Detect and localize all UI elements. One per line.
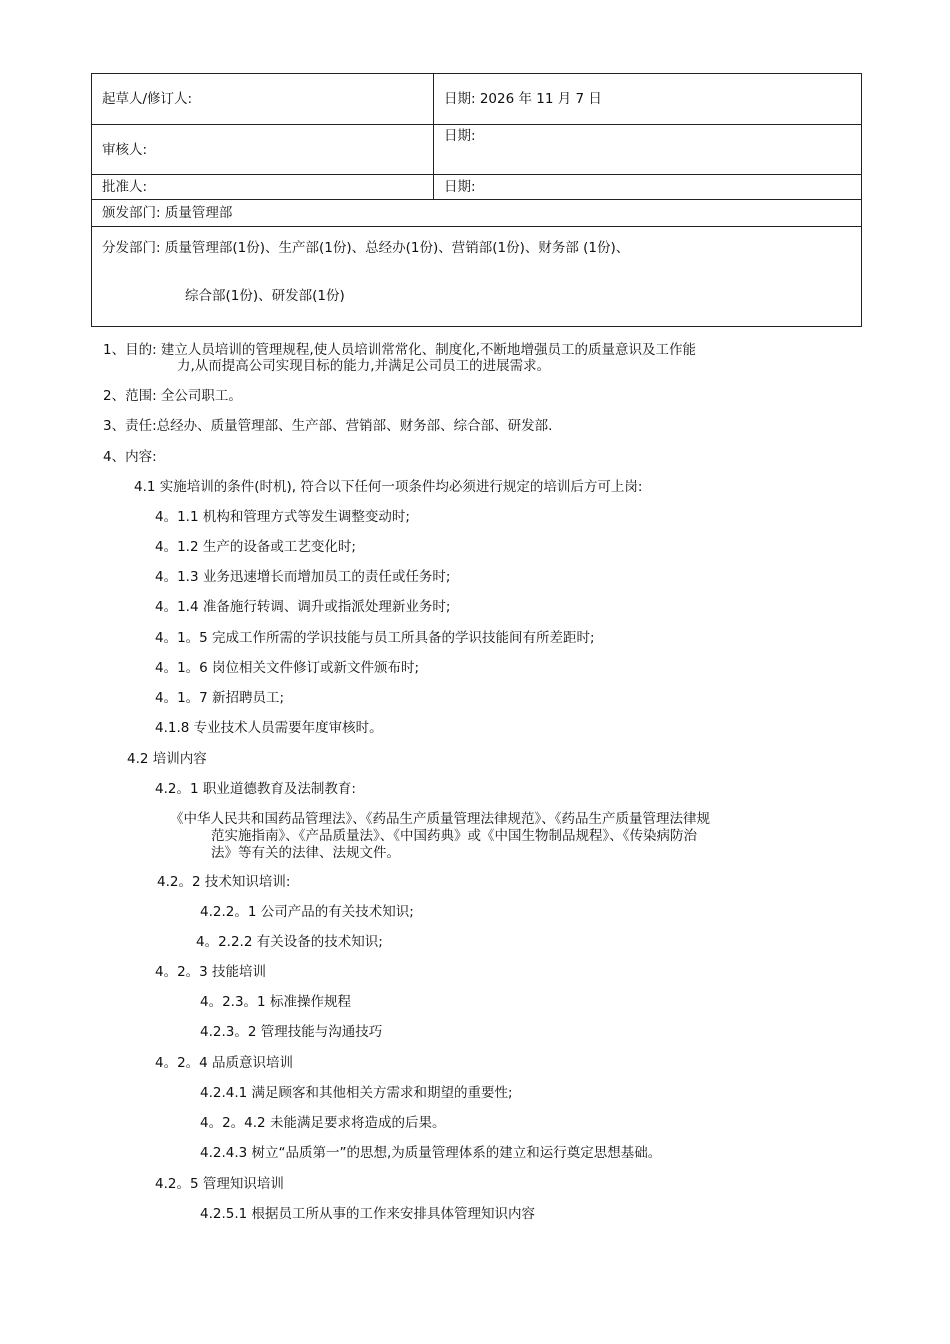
section-4-1-5: 4。1。5 完成工作所需的学识技能与员工所具备的学识技能间有所差距时; — [155, 630, 595, 646]
issuing-dept-row — [92, 200, 862, 227]
section-4-2-1-text-line-3: 法》等有关的法律、法规文件。 — [211, 845, 400, 861]
section-4-2-3: 4。2。3 技能培训 — [155, 964, 267, 980]
date-label-1: 日期: 2026 年 11 月 7 日 — [434, 74, 862, 125]
section-4-1-6: 4。1。6 岗位相关文件修订或新文件颁布时; — [155, 660, 420, 676]
section-4-1-8: 4.1.8 专业技术人员需要年度审核时。 — [155, 720, 383, 736]
distribution-line-1: 分发部门: 质量管理部(1份)、生产部(1份)、总经办(1份)、营销部(1份)、财务部 (1份)、 — [102, 240, 630, 256]
section-1-line-2: 力,从而提高公司实现目标的能力,并满足公司员工的进展需求。 — [177, 358, 551, 374]
section-4: 4、内容: — [103, 449, 157, 465]
section-4-1-1: 4。1.1 机构和管理方式等发生调整变动时; — [155, 509, 410, 525]
distribution-cell — [92, 227, 862, 327]
approval-header-table — [91, 73, 862, 327]
issuing-dept: 颁发部门: 质量管理部 — [92, 200, 862, 227]
section-4-2-1-text-line-2: 范实施指南》、《产品质量法》、《中国药典》或《中国生物制品规程》、《传染病防治 — [211, 828, 697, 844]
section-4-1-3: 4。1.3 业务迅速增长而增加员工的责任或任务时; — [155, 569, 451, 585]
section-4-2-1-text-line-1: 《中华人民共和国药品管理法》、《药品生产质量管理法律规范》、《药品生产质量管理法律规 — [170, 811, 710, 827]
section-4-2-5: 4.2。5 管理知识培训 — [155, 1176, 284, 1192]
section-4-2-4-3: 4.2.4.3 树立“品质第一”的思想,为质量管理体系的建立和运行奠定思想基础。 — [200, 1145, 662, 1161]
section-4-2-2-1: 4.2.2。1 公司产品的有关技术知识; — [200, 904, 414, 920]
distribution-row — [92, 227, 862, 327]
section-4-2-2: 4.2。2 技术知识培训: — [157, 874, 291, 890]
section-4-1-4: 4。1.4 准备施行转调、调升或指派处理新业务时; — [155, 599, 451, 615]
section-4-1-7: 4。1。7 新招聘员工; — [155, 690, 285, 706]
section-4-2-4: 4。2。4 品质意识培训 — [155, 1055, 294, 1071]
approver-label: 批准人: — [92, 175, 434, 200]
date-label-3: 日期: — [434, 175, 862, 200]
section-4-1-2: 4。1.2 生产的设备或工艺变化时; — [155, 539, 356, 555]
section-4-2-3-1: 4。2.3。1 标准操作规程 — [200, 994, 351, 1010]
section-2: 2、范围: 全公司职工。 — [103, 388, 242, 404]
section-4-2-4-1: 4.2.4.1 满足顾客和其他相关方需求和期望的重要性; — [200, 1085, 513, 1101]
section-4-2-3-2: 4.2.3。2 管理技能与沟通技巧 — [200, 1024, 383, 1040]
drafter-row — [92, 74, 862, 125]
section-1-line-1: 1、目的: 建立人员培训的管理规程,使人员培训常常化、制度化,不断地增强员工的质量意识及工作能 — [103, 342, 697, 358]
reviewer-label: 审核人: — [92, 125, 434, 175]
distribution-line-2: 综合部(1份)、研发部(1份) — [185, 288, 345, 304]
drafter-label: 起草人/修订人: — [92, 74, 434, 125]
section-4-2-4-2: 4。2。4.2 未能满足要求将造成的后果。 — [200, 1115, 446, 1131]
section-4-2-1: 4.2。1 职业道德教育及法制教育: — [155, 781, 356, 797]
section-4-2-5-1: 4.2.5.1 根据员工所从事的工作来安排具体管理知识内容 — [200, 1206, 536, 1222]
section-4-1: 4.1 实施培训的条件(时机), 符合以下任何一项条件均必须进行规定的培训后方可上岗: — [134, 479, 643, 495]
section-4-2-2-2: 4。2.2.2 有关设备的技术知识; — [196, 934, 383, 950]
date-label-2: 日期: — [434, 125, 862, 175]
section-3: 3、责任:总经办、质量管理部、生产部、营销部、财务部、综合部、研发部. — [103, 418, 553, 434]
section-4-2: 4.2 培训内容 — [127, 751, 207, 767]
approver-row — [92, 175, 862, 200]
reviewer-row — [92, 125, 862, 175]
